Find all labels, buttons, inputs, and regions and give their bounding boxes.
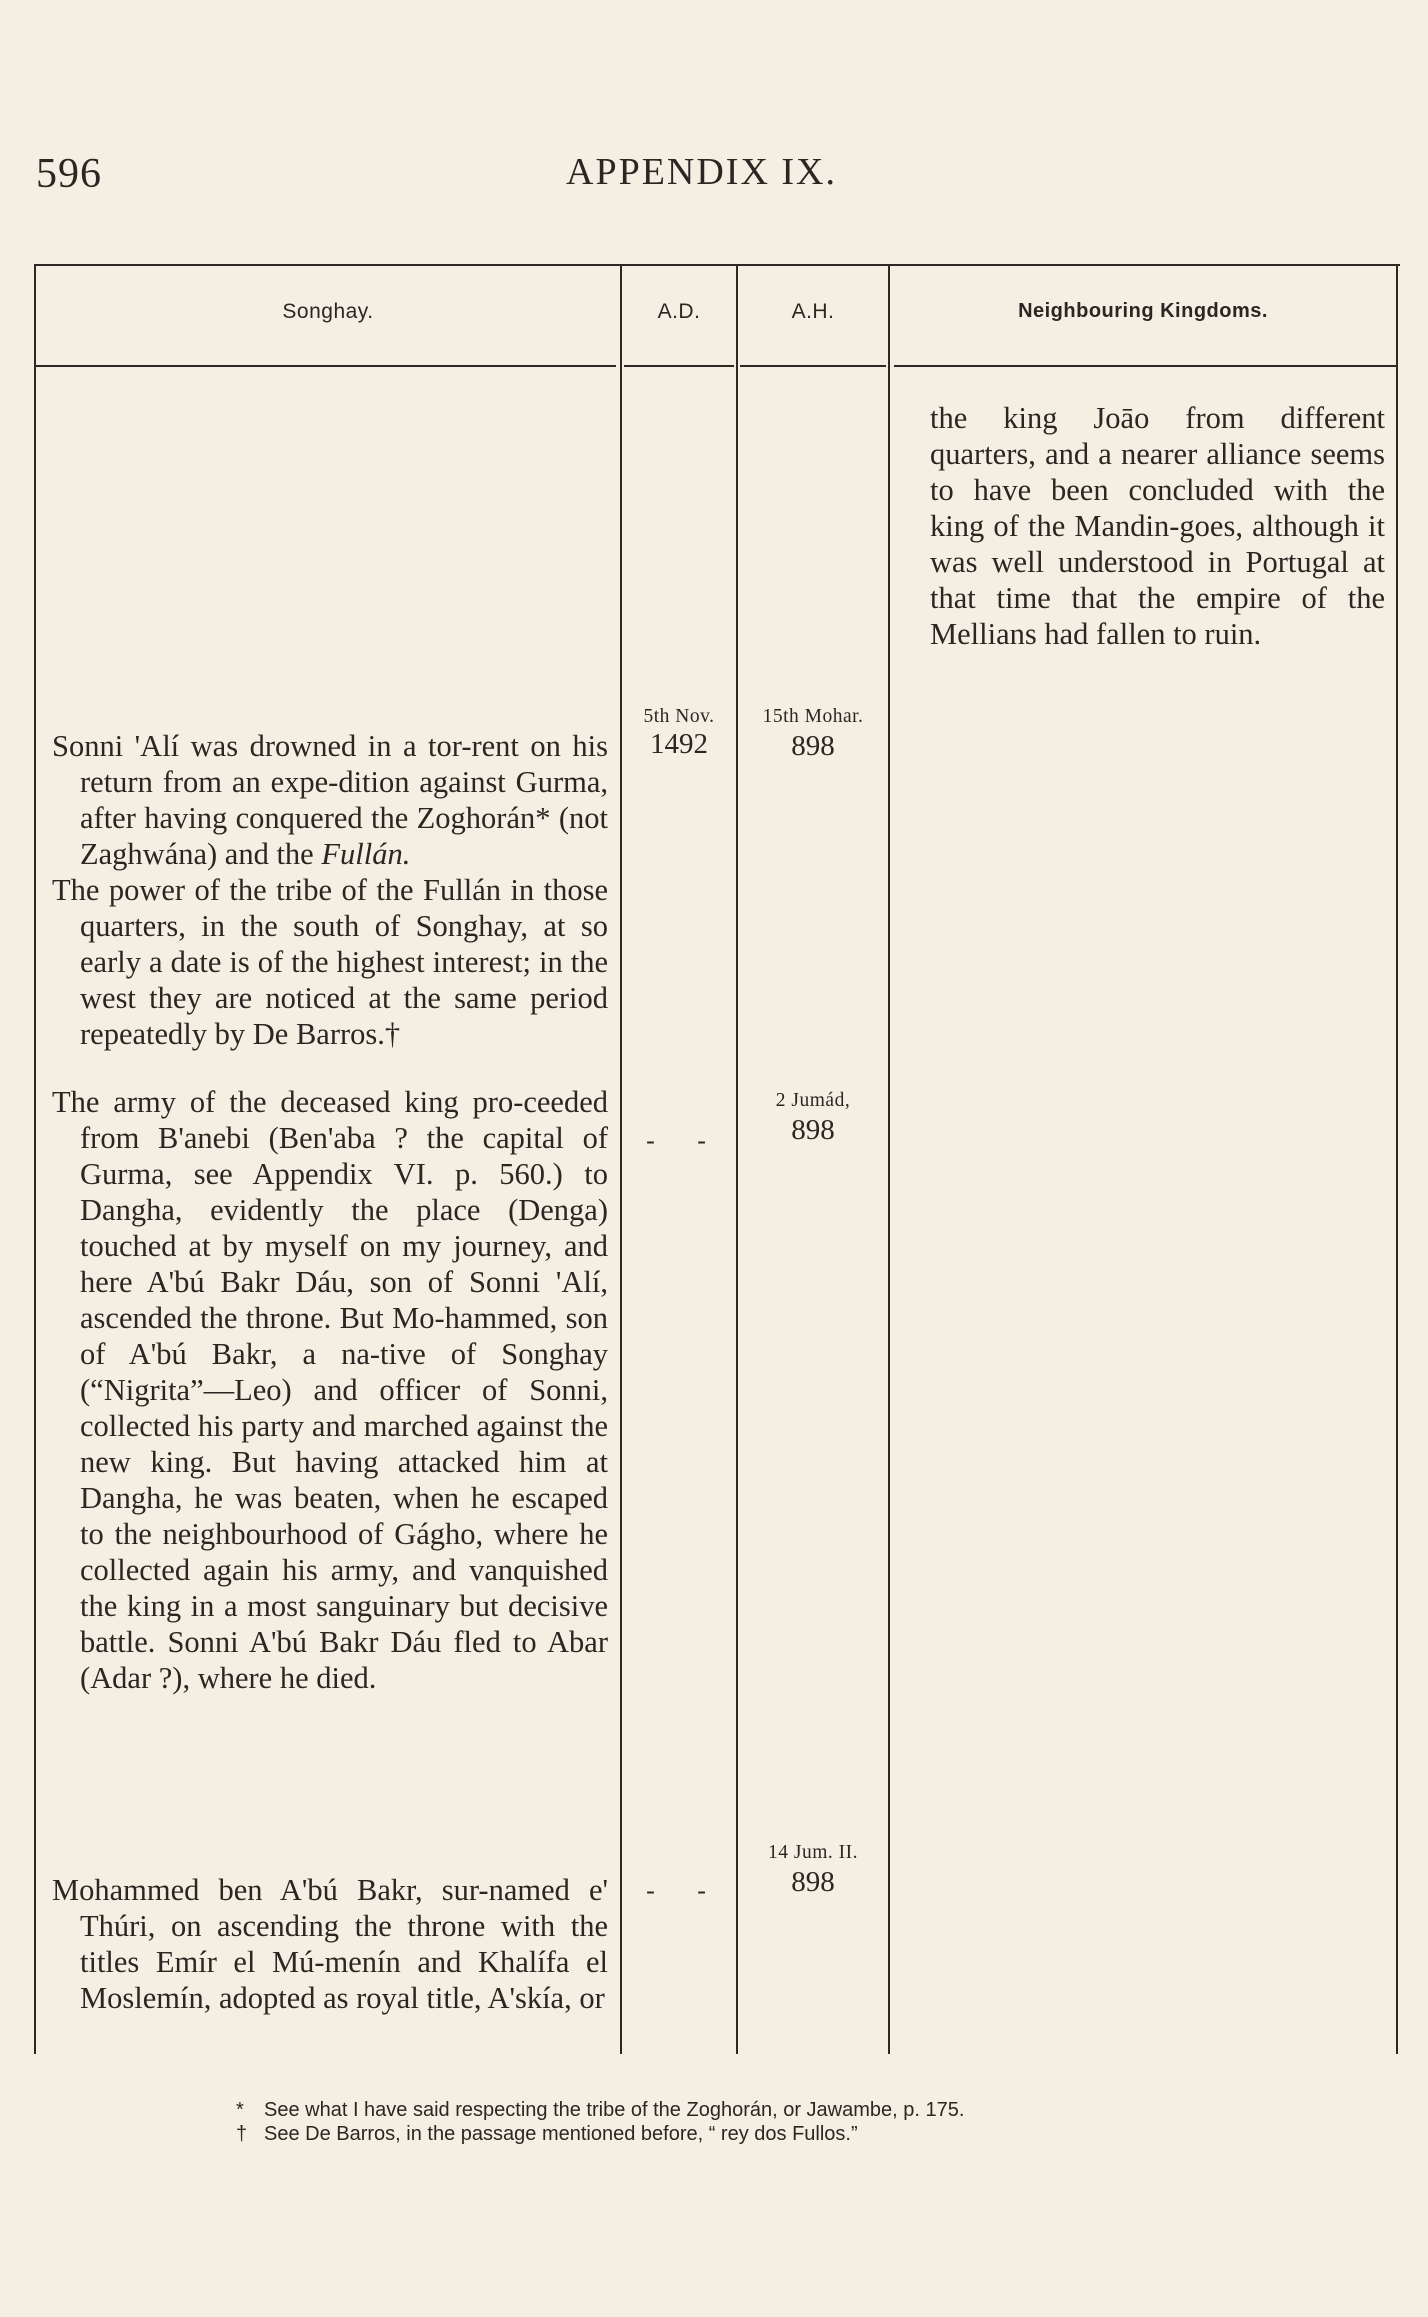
header-bottom-rule-ad — [624, 365, 734, 367]
header-bottom-rule-ah — [740, 365, 886, 367]
running-head: APPENDIX IX. — [566, 151, 837, 193]
entry-2-ah-day: 2 Jumád, — [775, 1090, 851, 1111]
page-number: 596 — [36, 151, 102, 197]
footnotes — [236, 2098, 1236, 2146]
column-header-ad: A.D. — [657, 300, 701, 323]
entry-1-text-italic: Fullán. — [321, 837, 411, 871]
entry-1-text — [52, 728, 608, 1052]
neighbouring-text: the king Joāo from different quarters, and a nearer alliance seems to have been concluded with the king of the Mandin-goes, although it was well understood in Portugal at that time that the empire of the Mellians had fallen to ruin. — [930, 401, 1385, 651]
footnote-1 — [236, 2098, 1236, 2122]
column-header-songhay: Songhay. — [282, 300, 374, 323]
entry-1-text-b: The power of the tribe of the Fullán in those quarters, in the south of Songhay, at so early a date is of the highest interest; in the west they are noticed at the same period repeatedly by De Barros.† — [52, 873, 608, 1051]
entry-3-ad-dash: - - — [646, 1876, 724, 1905]
entry-3-paragraph: Mohammed ben A'bú Bakr, sur-named e' Thúri, on ascending the throne with the titles Emír el Mú-menín and Khalífa el Moslemín, adopted as royal title, A'skía, or — [52, 1873, 608, 2015]
footnote-2-mark: † — [236, 2123, 248, 2145]
entry-1-text-a: Sonni 'Alí was drowned in a tor-rent on his return from an expe-dition against Gurma, after having conquered the Zoghorán* (not Zaghwána) and the — [52, 729, 608, 871]
column-header-ah: A.H. — [791, 300, 835, 323]
left-rule — [34, 264, 36, 2054]
page-header — [36, 150, 1396, 210]
entry-2-ah-year: 898 — [791, 1114, 835, 1146]
footnote-1-text: See what I have said respecting the tribe of the Zoghorán, or Jawambe, p. 175. — [264, 2099, 965, 2121]
divider-songhay-ad — [620, 264, 622, 2054]
header-bottom-rule-songhay — [34, 365, 616, 367]
footnote-2-text: See De Barros, in the passage mentioned before, “ rey dos Fullos.” — [264, 2123, 858, 2145]
divider-ah-neighbouring — [888, 264, 890, 2054]
footnote-2 — [236, 2122, 1236, 2146]
footnote-1-mark: * — [236, 2099, 244, 2121]
right-rule — [1396, 264, 1398, 2054]
top-rule — [34, 264, 1400, 266]
entry-3-text — [52, 1872, 608, 2016]
entry-2-text — [52, 1084, 608, 1696]
divider-ad-ah — [736, 264, 738, 2054]
entry-1-ad-day: 5th Nov. — [643, 706, 715, 727]
entry-1-ah-day: 15th Mohar. — [762, 706, 864, 727]
entry-2-ad-dash: - - — [646, 1126, 724, 1155]
entry-3-ah-year: 898 — [791, 1866, 835, 1898]
entry-3-ah-day: 14 Jum. II. — [768, 1842, 858, 1863]
header-bottom-rule-neighbouring — [894, 365, 1398, 367]
entry-1-ah-year: 898 — [791, 730, 835, 762]
column-header-neighbouring: Neighbouring Kingdoms. — [1018, 300, 1268, 322]
entry-2-paragraph: The army of the deceased king pro-ceeded from B'anebi (Ben'aba ? the capital of Gurma, see Appendix VI. p. 560.) to Dangha, evidently the place (Denga) touched at by myself on my journey, and here A'bú Bakr Dáu, son of Sonni 'Alí, ascended the throne. But Mo-hammed, son of A'bú Bakr, a na-tive of Songhay (“Nigrita”—Leo) and officer of Sonni, collected his party and marched against the new king. But having attacked him at Dangha, he was beaten, when he escaped to the neighbourhood of Gágho, where he collected again his army, and vanquished the king in a most sanguinary but decisive battle. Sonni A'bú Bakr Dáu fled to Abar (Adar ?), where he died. — [52, 1085, 608, 1695]
entry-1-ad-year: 1492 — [650, 728, 708, 760]
